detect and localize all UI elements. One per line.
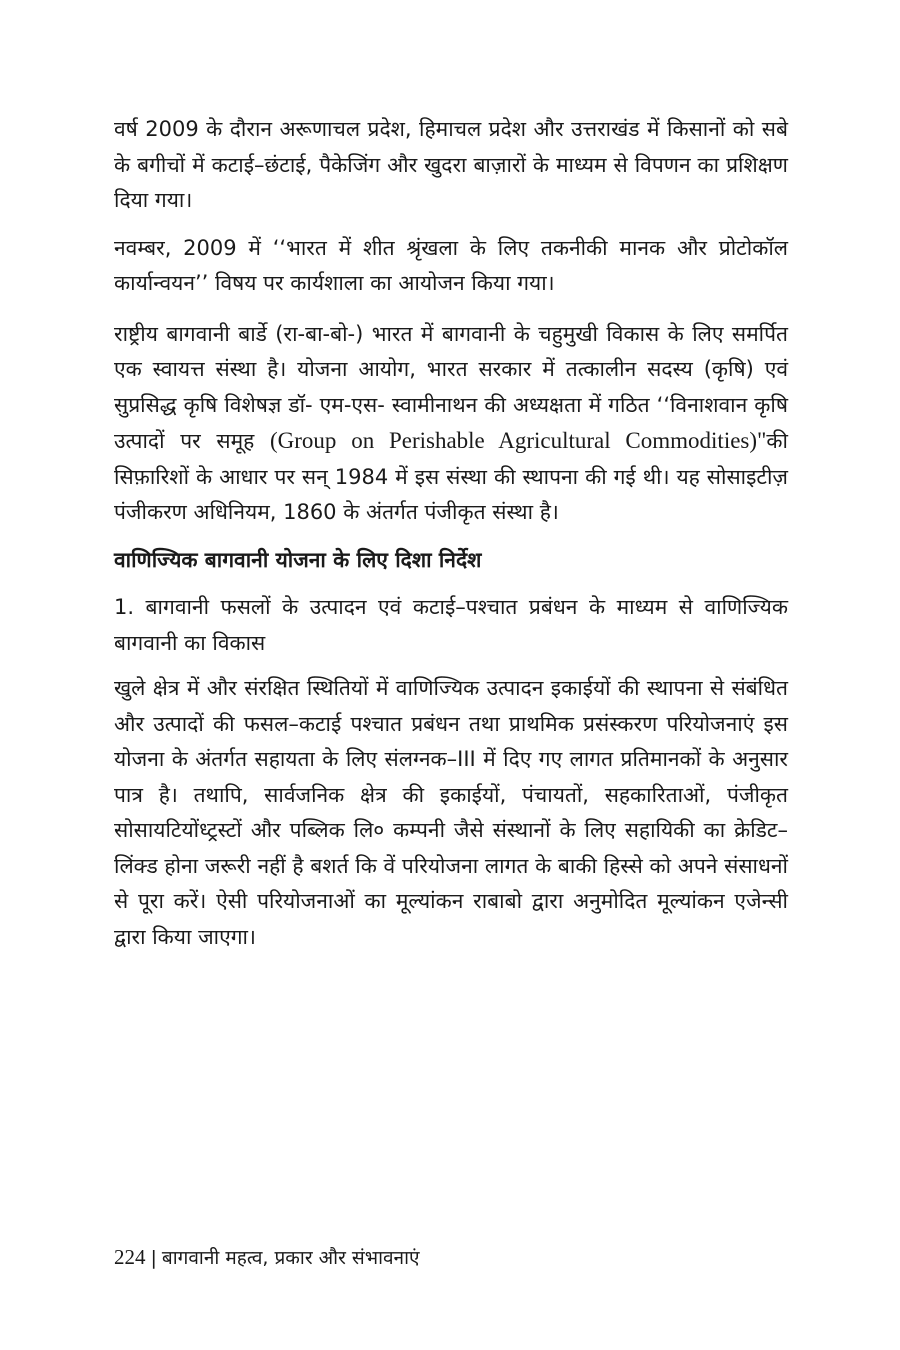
paragraph-nhb-intro-part1: राष्ट्रीय बागवानी बार्डे (रा-बा-बो-) भारत में बागवानी के चहुमुखी विकास के लिए समर्पित एक स्वायत्त संस्था है। योजना आयोग, भारत सरकार में तत्कालीन सदस्य (कृषि) एवं सुप्रसिद्ध कृषि विशेषज्ञ डॉ- एम-एस- स्वामीनाथन की अध्यक्षता में गठित ‘‘विनाशवान कृषि उत्पादों पर समूह [114, 321, 788, 453]
paragraph-nhb-intro-part2: की सिफ़ारिशों के आधार पर सन् 1984 में इस संस्था की स्थापना की गई थी। यह सोसाइटीज़ पंजीकरण अधिनियम, 1860 के अंतर्गत पंजीकृत संस्था है। [114, 429, 788, 524]
page-body [114, 112, 788, 955]
book-title: बागवानी महत्व, प्रकार और संभावनाएं [161, 1247, 420, 1269]
paragraph-nhb-intro-english: (Group on Perishable Agricultural Commodities)" [270, 428, 767, 453]
paragraph-nhb-intro [114, 317, 788, 531]
paragraph-commercial-units: खुले क्षेत्र में और संरक्षित स्थितियों में वाणिज्यिक उत्पादन इकाईयों की स्थापना से संबंधित और उत्पादों की फसल–कटाई पश्चात प्रबंधन तथा प्राथमिक प्रसंस्करण परियोजनाएं इस योजना के अंतर्गत सहायता के लिए संलग्नक–III में दिए गए लागत प्रतिमानकों के अनुसार पात्र है। तथापि, सार्वजनिक क्षेत्र की इकाईयों, पंचायतों, सहकारिताओं, पंजीकृत सोसायटियोंध्ट्रस्टों और पब्लिक लि० कम्पनी जैसे संस्थानों के लिए सहायिकी का क्रेडिट–लिंक्ड होना जरूरी नहीं है बशर्त कि वें परियोजना लागत के बाकी हिस्से को अपने संसाधनों से पूरा करें। ऐसी परियोजनाओं का मूल्यांकन राबाबो द्वारा अनुमोदित मूल्यांकन एजेन्सी द्वारा किया जाएगा। [114, 676, 788, 949]
paragraph-workshop-2009: नवम्बर, 2009 में ‘‘भारत में शीत श्रृंखला के लिए तकनीकी मानक और प्रोटोकॉल कार्यान्वयन’’ विषय पर कार्यशाला का आयोजन किया गया। [114, 235, 788, 295]
footer-separator: | [150, 1247, 157, 1269]
section-heading: वाणिज्यिक बागवानी योजना के लिए दिशा निर्देश [114, 547, 482, 572]
paragraph-training-2009: वर्ष 2009 के दौरान अरूणाचल प्रदेश, हिमाचल प्रदेश और उत्तराखंड में किसानों को सबे के बगीचों में कटाई–छंटाई, पैकेजिंग और खुदरा बाज़ारों के माध्यम से विपणन का प्रशिक्षण दिया गया। [114, 117, 788, 212]
page-footer [114, 1244, 420, 1271]
page-number: 224 [114, 1245, 146, 1269]
numbered-item-1: 1. बागवानी फसलों के उत्पादन एवं कटाई–पश्चात प्रबंधन के माध्यम से वाणिज्यिक बागवानी का विकास [114, 595, 788, 655]
